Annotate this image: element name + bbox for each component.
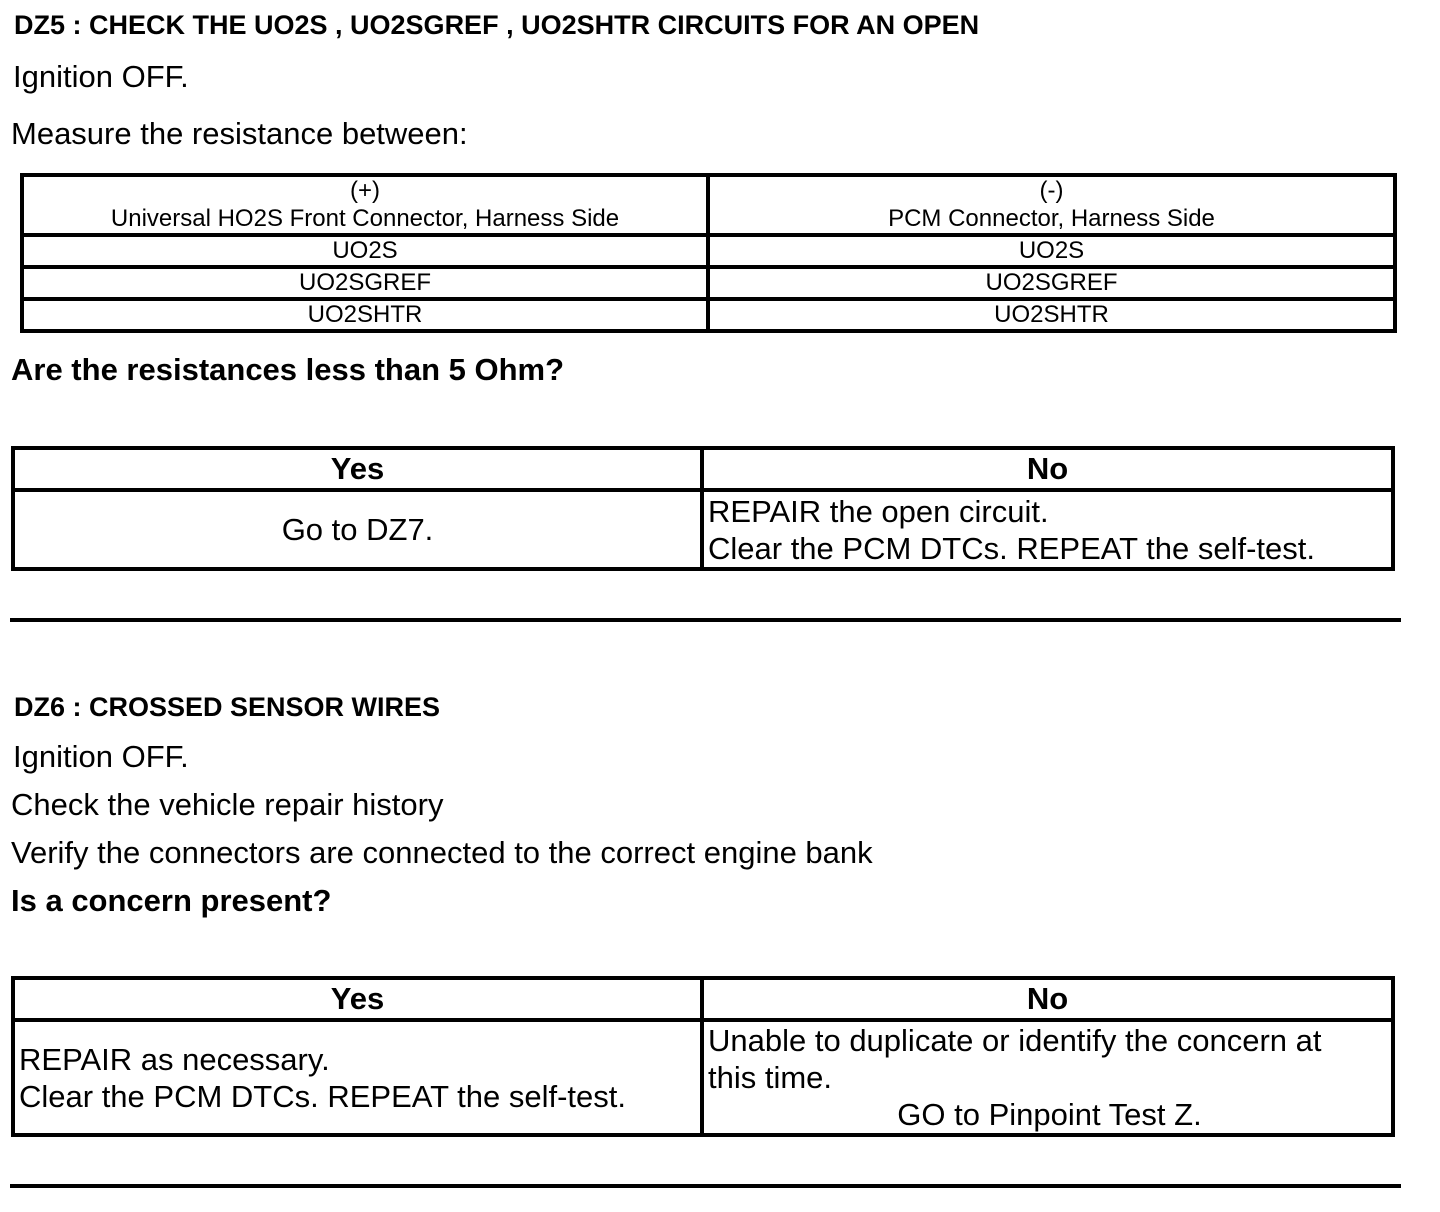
dz5-no-line-1: REPAIR the open circuit. [708,493,1049,529]
dz6-question: Is a concern present? [11,883,332,918]
table-cell: UO2SGREF [708,267,1395,299]
dz5-yes-cell: Go to DZ7. [13,490,702,569]
dz5-no-line-2: Clear the PCM DTCs. REPEAT the self-test. [708,530,1315,566]
plus-column-header [22,175,708,235]
dz6-heading: DZ6 : CROSSED SENSOR WIRES [14,692,441,722]
section-divider [10,618,1401,622]
dz5-no-cell [702,490,1393,569]
table-row [22,267,1395,299]
dz5-yes-no-header [13,448,1393,490]
dz6-verify-text: Verify the connectors are connected to the correct engine bank [11,835,873,870]
table-cell: UO2S [708,235,1395,267]
minus-label: PCM Connector, Harness Side [888,205,1215,232]
dz6-no-line-1: Unable to duplicate or identify the concern at [708,1023,1322,1058]
dz5-yes-no-body [13,490,1393,569]
dz6-no-cell [702,1020,1393,1135]
dz6-yes-line-1: REPAIR as necessary. [19,1041,330,1077]
dz5-no-header: No [702,448,1393,490]
table-cell: UO2SHTR [22,299,708,331]
dz6-no-line-2: this time. [708,1060,833,1095]
dz6-yes-no-header [13,978,1393,1020]
dz6-yes-line-2: Clear the PCM DTCs. REPEAT the self-test. [19,1078,626,1114]
dz5-yes-header: Yes [13,448,702,490]
resistance-table-header [22,175,1395,235]
dz5-yes-no-table [11,446,1395,571]
dz6-no-header: No [702,978,1393,1020]
dz6-yes-no-body [13,1020,1393,1135]
dz5-measure-text: Measure the resistance between: [11,116,468,151]
dz6-history-text: Check the vehicle repair history [11,787,444,822]
table-cell: UO2SGREF [22,267,708,299]
dz5-ignition-text: Ignition OFF. [13,59,189,94]
section-divider [10,1184,1401,1188]
plus-sign: (+) [350,177,380,204]
dz6-ignition-text: Ignition OFF. [13,739,189,774]
resistance-table [20,173,1397,333]
table-cell: UO2S [22,235,708,267]
minus-sign: (-) [1039,177,1064,204]
table-row [22,235,1395,267]
dz6-yes-no-table [11,976,1395,1137]
dz6-yes-cell [13,1020,702,1135]
dz6-no-line-3: GO to Pinpoint Test Z. [897,1097,1202,1132]
dz5-question: Are the resistances less than 5 Ohm? [11,352,565,387]
dz6-yes-header: Yes [13,978,702,1020]
plus-label: Universal HO2S Front Connector, Harness Side [110,205,620,232]
table-cell: UO2SHTR [708,299,1395,331]
dz5-heading: DZ5 : CHECK THE UO2S , UO2SGREF , UO2SHTR CIRCUITS FOR AN OPEN [14,10,980,40]
minus-column-header [708,175,1395,235]
table-row [22,299,1395,331]
